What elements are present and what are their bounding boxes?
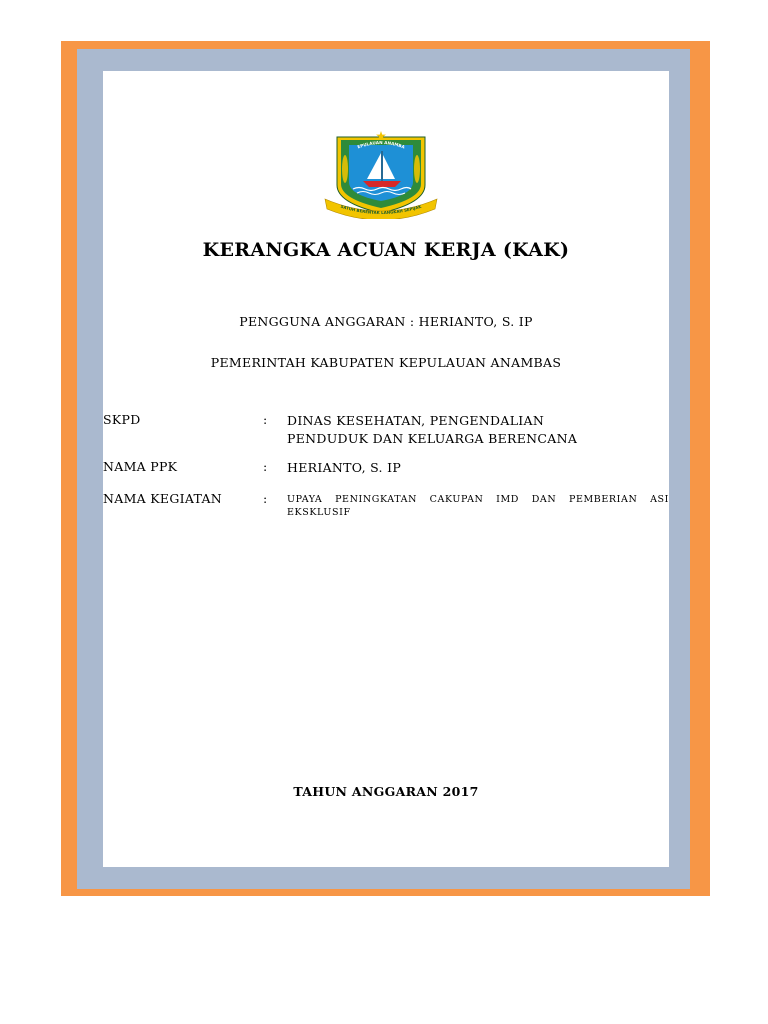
skpd-value: [287, 412, 669, 448]
ppk-value: HERIANTO, S. IP: [287, 460, 402, 475]
emblem-motto: SATUH BERENTAK LANGKAH SEPIJAK: [340, 203, 422, 216]
emblem-top-text: EPULAUAN ANAMBA: [356, 139, 406, 150]
document-title: KERANGKA ACUAN KERJA (KAK): [202, 239, 570, 261]
skpd-value-line1: DINAS KESEHATAN, PENGENDALIAN: [287, 413, 545, 428]
budget-user: PENGGUNA ANGGARAN : HERIANTO, S. IP: [239, 314, 533, 329]
regency-emblem-icon: [319, 127, 443, 219]
government-name: PEMERINTAH KABUPATEN KEPULAUAN ANAMBAS: [210, 355, 562, 370]
skpd-label: SKPD: [103, 412, 141, 427]
ppk-colon: :: [263, 459, 268, 474]
kegiatan-label: NAMA KEGIATAN: [103, 491, 223, 506]
skpd-colon: :: [263, 412, 268, 427]
kegiatan-colon: :: [263, 491, 268, 506]
skpd-value-line2: PENDUDUK DAN KELUARGA BERENCANA: [287, 431, 578, 446]
ppk-label: NAMA PPK: [103, 459, 178, 474]
cover-page: [103, 71, 669, 867]
kegiatan-value: UPAYA PENINGKATAN CAKUPAN IMD DAN PEMBERIAN ASI EKSKLUSIF: [287, 494, 669, 518]
fiscal-year: TAHUN ANGGARAN 2017: [293, 784, 479, 799]
